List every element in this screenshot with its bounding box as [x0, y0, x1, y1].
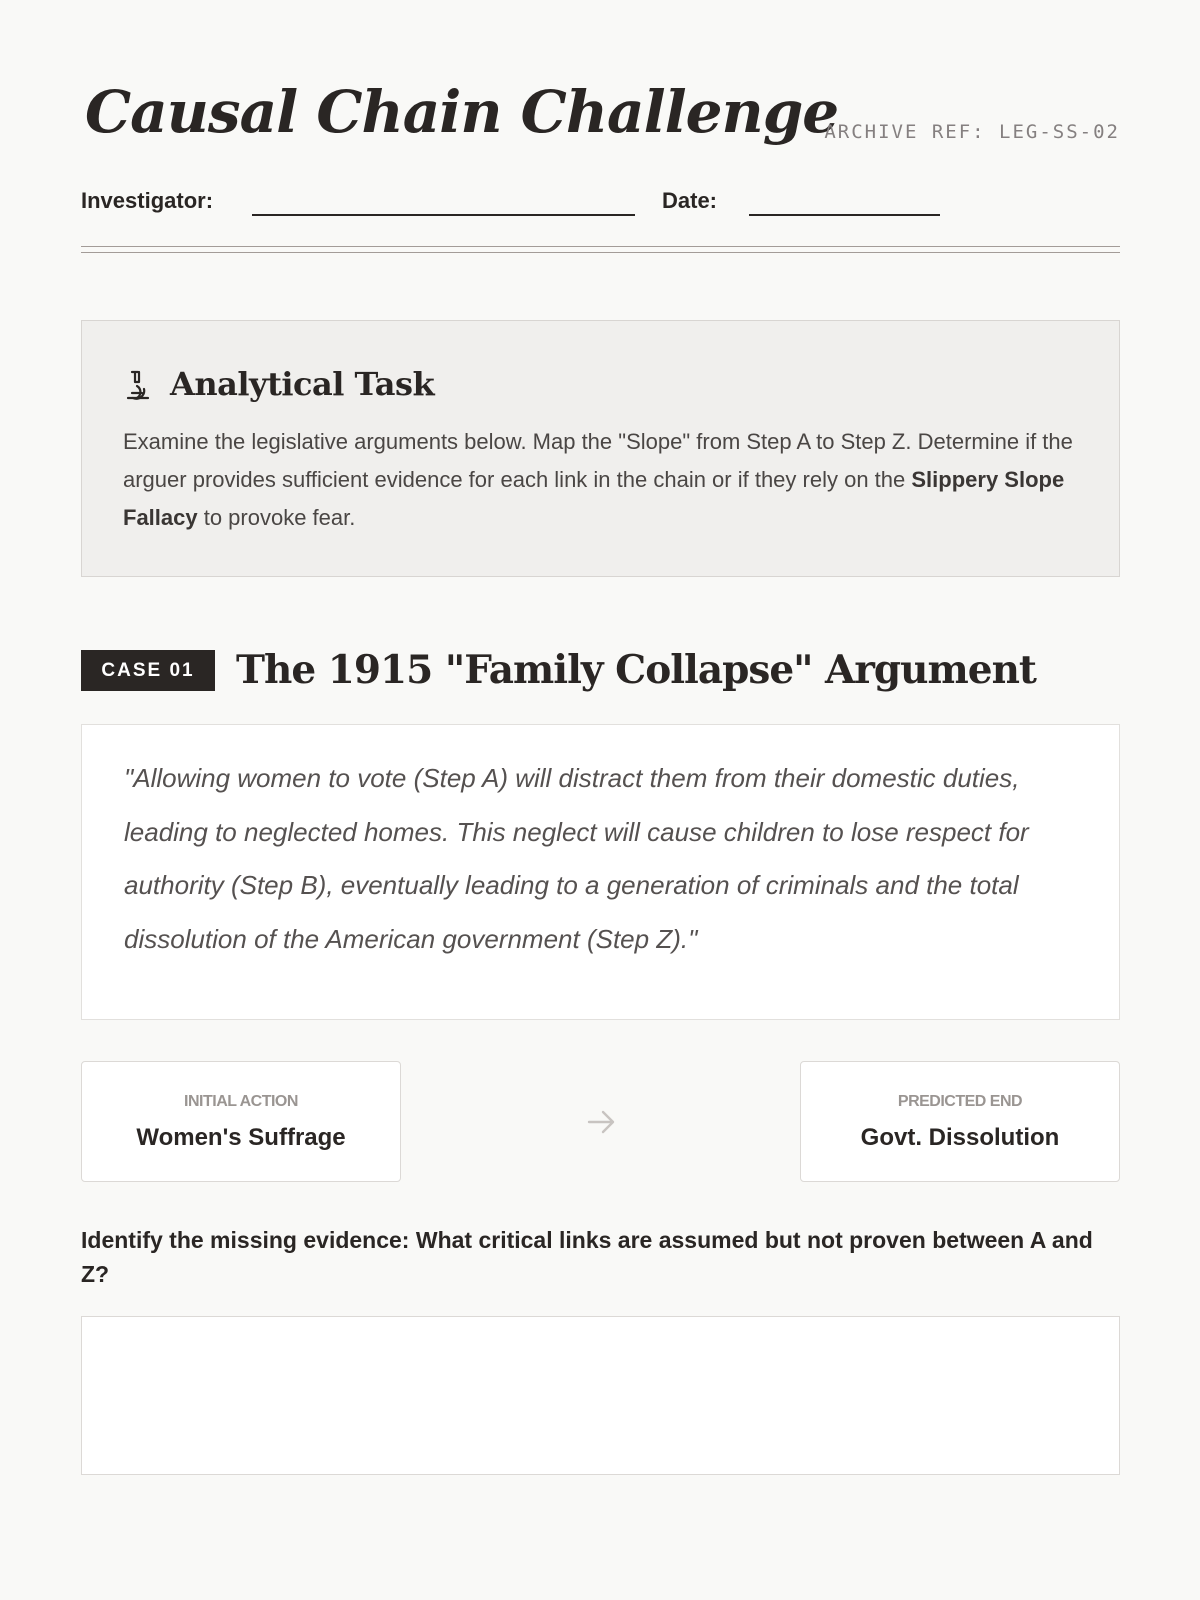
fallacy-term: Slippery Slope Fallacy [123, 467, 1065, 530]
predicted-end-caption: PREDICTED END [897, 1093, 1023, 1110]
task-heading: Analytical Task [170, 365, 435, 403]
initial-action-value: Women's Suffrage [136, 1124, 346, 1151]
argument-quote: "Allowing women to vote (Step A) will distract them from their domestic duties, leading to neglected homes. This neglect will cause children to lose respect for authority (Step B), eventually leading to a generation of criminals and the total dissolution of the American government (Step Z)." [124, 763, 1029, 954]
page-title: Causal Chain Challenge [85, 78, 839, 146]
argument-quote-box [81, 724, 1120, 1020]
initial-action-card [81, 1061, 401, 1182]
task-instructions: Examine the legislative arguments below. Map the "Slope" from Step A to Step Z. Determine if the arguer provides sufficient evidence for each link in the chain or if they rely on the Slippery Slope Fallacy to provoke fear. [123, 429, 1073, 530]
answer-box[interactable] [81, 1316, 1120, 1475]
header-divider [81, 246, 1120, 253]
arrow-right-icon [586, 1107, 616, 1137]
date-field[interactable] [749, 214, 940, 216]
meta-row [81, 188, 1120, 218]
initial-action-caption: INITIAL ACTION [184, 1093, 298, 1110]
investigator-label: Investigator: [81, 188, 214, 213]
evidence-question: Identify the missing evidence: What critical links are assumed but not proven between A and Z? [81, 1227, 1093, 1287]
microscope-icon [123, 369, 153, 401]
case-title: The 1915 "Family Collapse" Argument [236, 647, 1036, 693]
predicted-end-value: Govt. Dissolution [860, 1124, 1060, 1151]
archive-reference: ARCHIVE REF: LEG-SS-02 [824, 121, 1120, 143]
predicted-end-card [800, 1061, 1120, 1182]
date-label: Date: [662, 188, 718, 213]
analytical-task-box [81, 320, 1120, 577]
case-badge: CASE 01 [81, 650, 215, 691]
investigator-field[interactable] [252, 214, 635, 216]
